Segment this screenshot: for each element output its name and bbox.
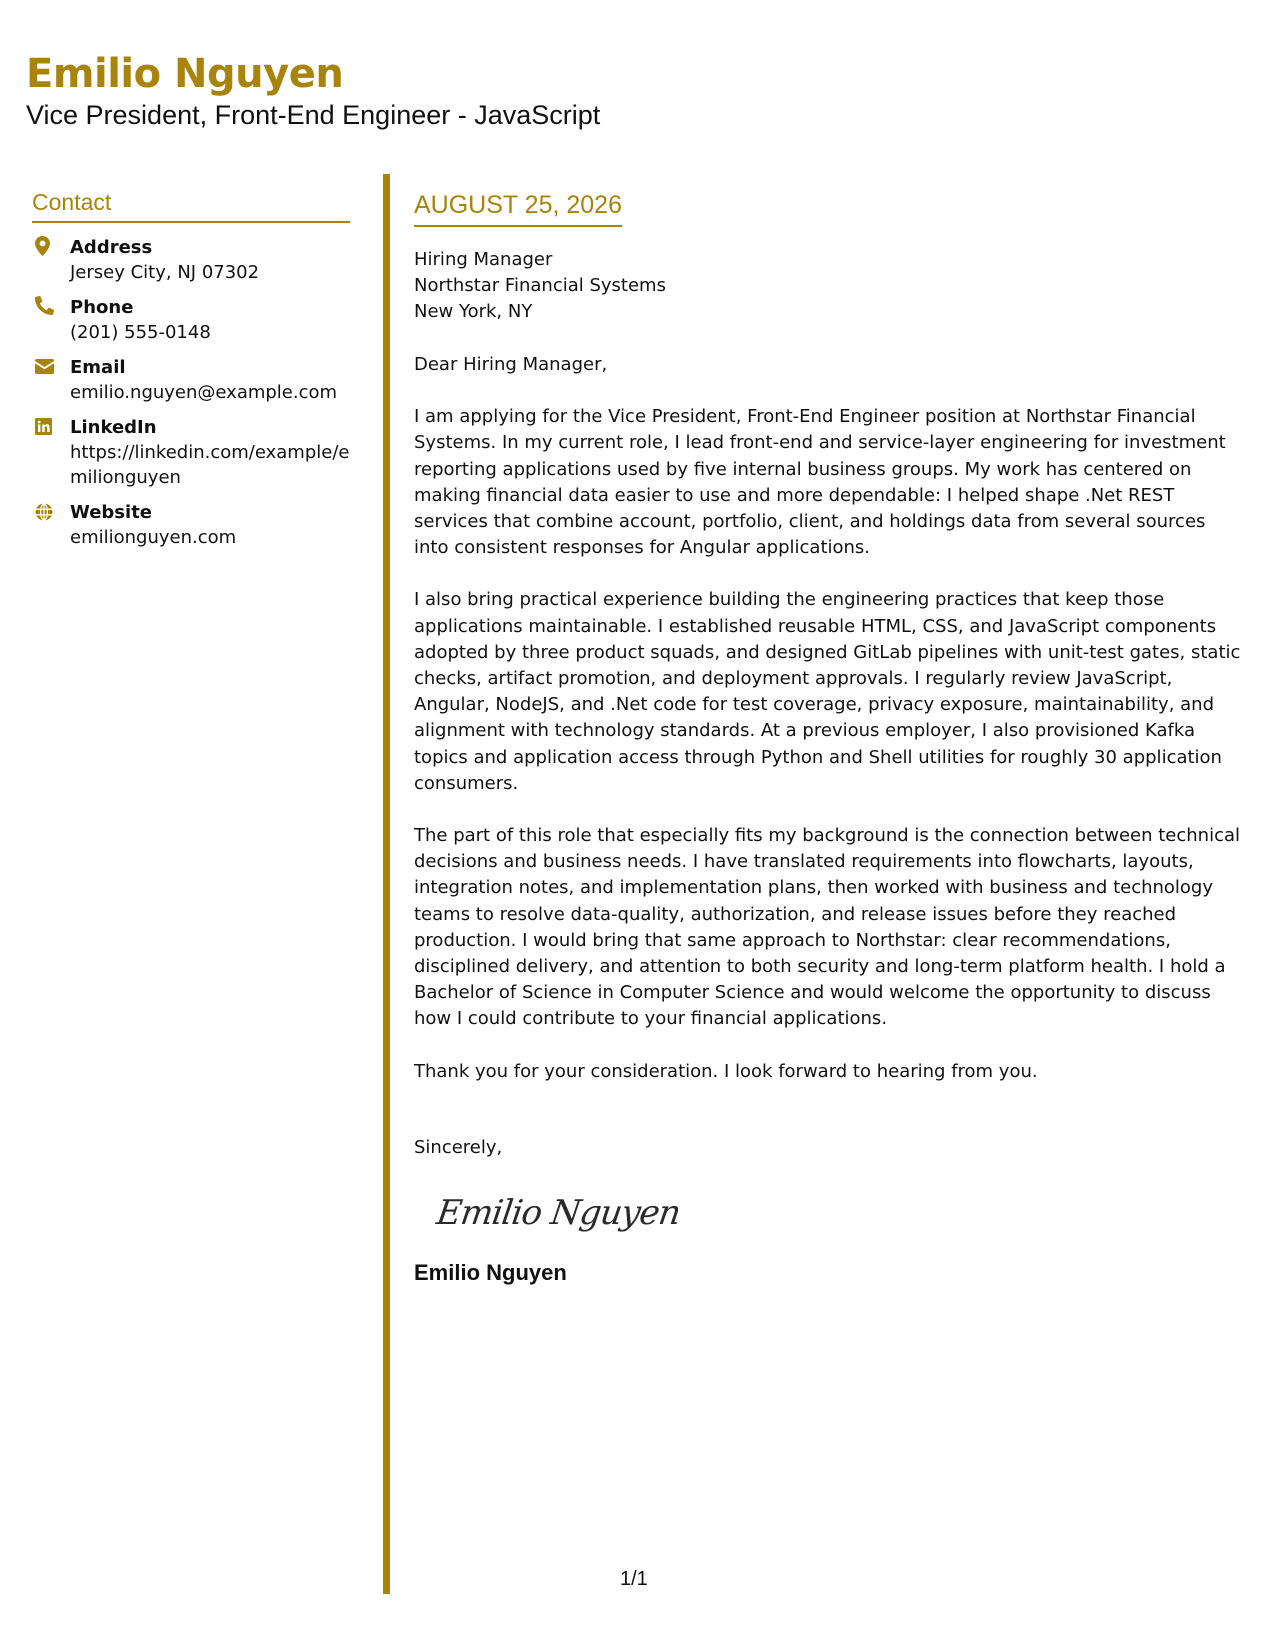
signature: Emilio Nguyen xyxy=(434,1193,683,1234)
letter-paragraph: Thank you for your consideration. I look forward to hearing from you. xyxy=(414,1060,1038,1082)
signer-name: Emilio Nguyen xyxy=(414,1260,567,1286)
applicant-name: Emilio Nguyen xyxy=(26,51,344,97)
contact-label: Email xyxy=(70,357,126,378)
address-value: Jersey City, NJ 07302 xyxy=(70,262,260,283)
contact-label: Address xyxy=(70,237,153,258)
letter-paragraph: I am applying for the Vice President, Front-End Engineer position at Northstar Financial Systems. In my current role, I lead front-end and service-layer engineering for investment reporting applications used by five internal business groups. My work has centered on making financial data easier to use and more dependable: I helped shape .Net REST services that combine account, portfolio, client, and holdings data from several sources into consistent responses for Angular applications. xyxy=(414,406,1226,559)
website-value: emilionguyen.com xyxy=(70,527,237,548)
job-title: Vice President, Front-End Engineer - JavaScript xyxy=(26,100,601,130)
contact-heading: Contact xyxy=(32,188,350,223)
letter-paragraph: The part of this role that especially fits my background is the connection between technical decisions and business needs. I have translated requirements into flowcharts, layouts, integration notes, and implementation plans, then worked with business and technology teams to resolve data-quality, authorization, and release issues before they reached production. I would bring that same approach to Northstar: clear recommendations, disciplined delivery, and attention to both security and long-term platform health. I hold a Bachelor of Science in Computer Science and would welcome the opportunity to discuss how I could contribute to your financial applications. xyxy=(414,825,1240,1030)
page-number: 1/1 xyxy=(620,1568,648,1590)
recipient-line: Hiring Manager xyxy=(414,249,553,270)
contact-item-address xyxy=(32,235,350,285)
phone-value: (201) 555-0148 xyxy=(70,322,211,343)
contact-item-email xyxy=(32,355,350,405)
contact-item-phone xyxy=(32,295,350,345)
contact-item-website xyxy=(32,500,350,550)
contact-item-linkedin xyxy=(32,415,350,490)
header xyxy=(26,50,600,132)
vertical-divider xyxy=(383,174,390,1594)
phone-icon xyxy=(32,295,70,345)
contact-sidebar xyxy=(32,188,350,560)
letter-date: AUGUST 25, 2026 xyxy=(414,190,622,227)
contact-label: Website xyxy=(70,502,153,523)
envelope-icon xyxy=(32,355,70,405)
letter-body xyxy=(414,190,1244,1287)
map-pin-icon xyxy=(32,235,70,285)
recipient-company: Northstar Financial Systems xyxy=(414,275,666,296)
closing: Sincerely, xyxy=(414,1136,503,1158)
recipient-block xyxy=(414,247,1244,325)
recipient-location: New York, NY xyxy=(414,301,533,322)
email-value: emilio.nguyen@example.com xyxy=(70,382,338,403)
contact-label: LinkedIn xyxy=(70,417,157,438)
linkedin-icon xyxy=(32,415,70,490)
globe-icon xyxy=(32,500,70,550)
greeting: Dear Hiring Manager, xyxy=(414,354,608,375)
linkedin-value: https://linkedin.com/example/emilionguyen xyxy=(70,442,350,488)
letter-paragraph: I also bring practical experience building the engineering practices that keep those applications maintainable. I established reusable HTML, CSS, and JavaScript components adopted by three product squads, and designed GitLab pipelines with unit-test gates, static checks, artifact promotion, and deployment approvals. I regularly review JavaScript, Angular, NodeJS, and .Net code for test coverage, privacy exposure, maintainability, and alignment with technology standards. At a previous employer, I also provisioned Kafka topics and application access through Python and Shell utilities for roughly 30 application consumers. xyxy=(414,589,1241,794)
contact-label: Phone xyxy=(70,297,134,318)
